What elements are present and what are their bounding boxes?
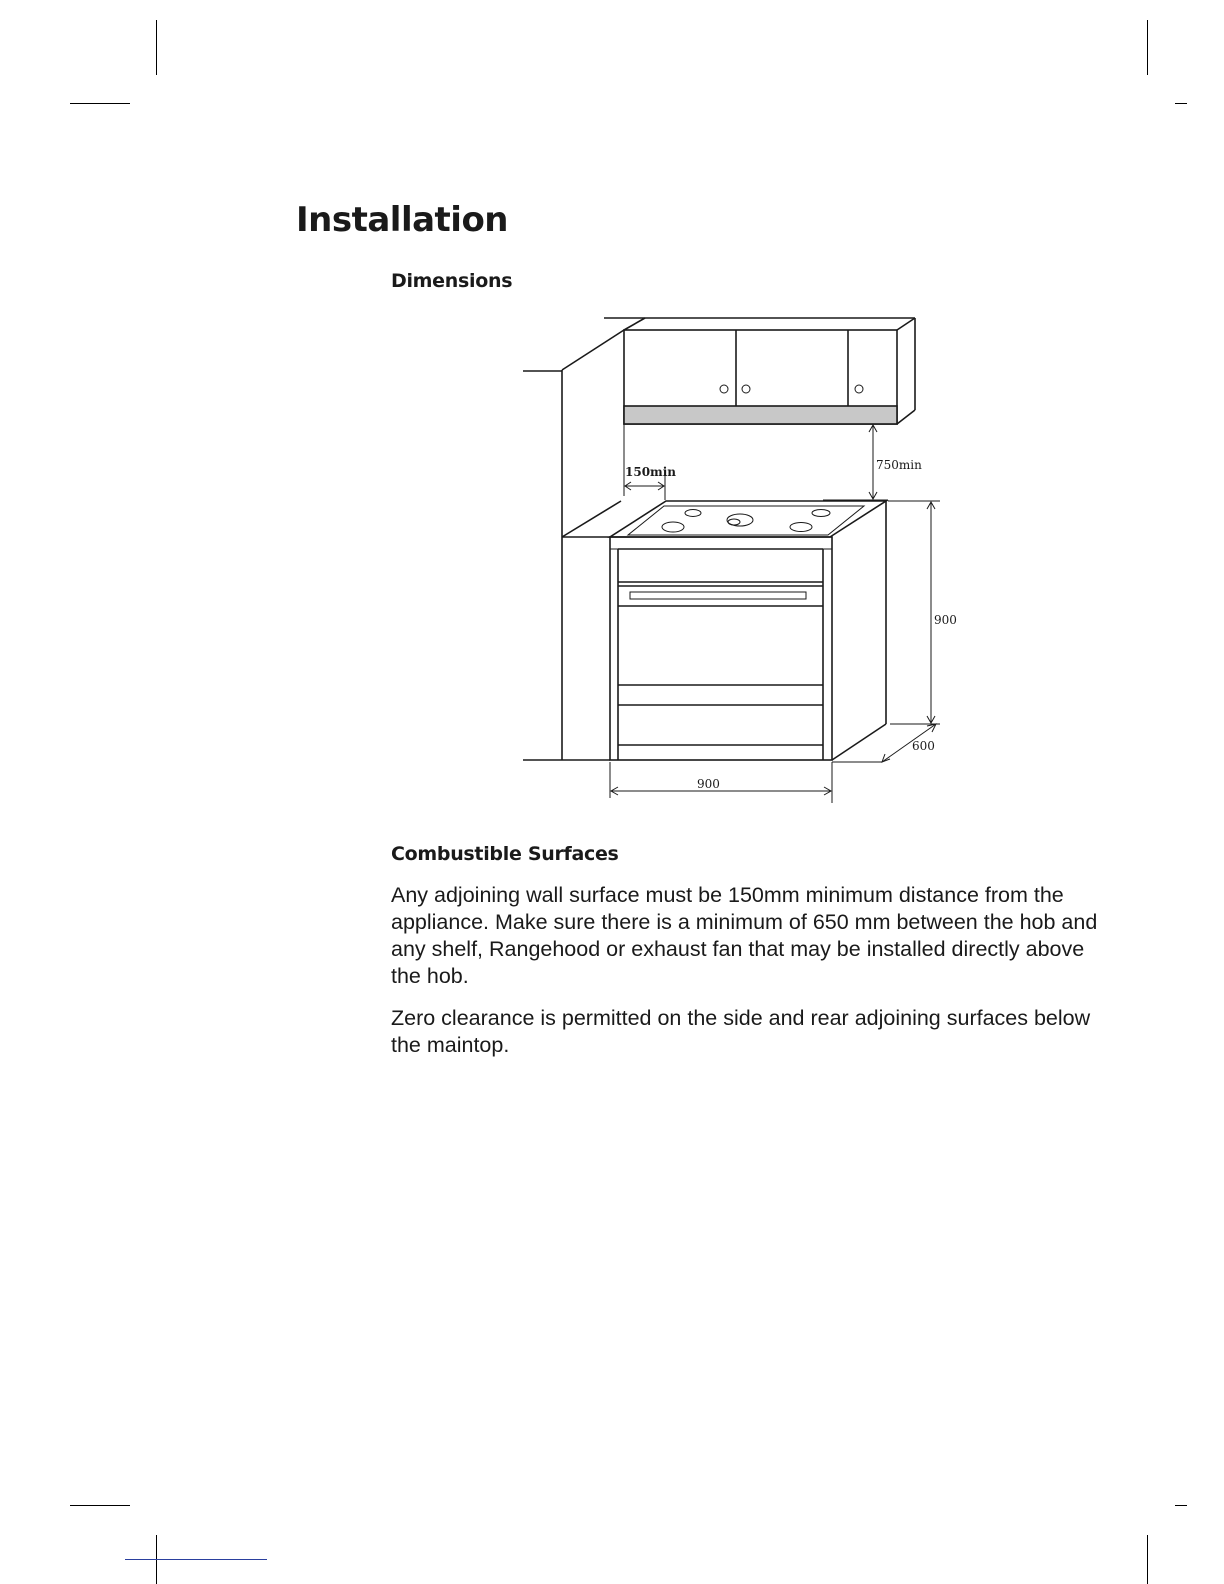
height-dimension — [888, 501, 957, 724]
crop-mark — [1147, 20, 1148, 75]
installation-dimensions-diagram — [500, 300, 960, 810]
combustible-surfaces-heading: Combustible Surfaces — [391, 843, 619, 865]
side-clearance-label: 150min — [625, 465, 677, 479]
cabinet-knob — [720, 385, 728, 393]
burner — [685, 510, 701, 517]
burner — [728, 519, 740, 525]
crop-mark — [70, 103, 130, 104]
cabinet-knob — [855, 385, 863, 393]
crop-mark — [156, 20, 157, 75]
wall-cabinet — [624, 318, 915, 424]
side-clearance-dimension — [624, 424, 676, 500]
burner — [727, 514, 753, 526]
combustible-paragraph: Zero clearance is permitted on the side and rear adjoining surfaces below the maintop. — [391, 1006, 1091, 1057]
dimensions-heading: Dimensions — [391, 270, 513, 292]
page-title: Installation — [296, 200, 509, 240]
wall — [523, 318, 915, 760]
crop-mark — [70, 1505, 130, 1506]
oven-door-handle — [630, 592, 806, 599]
crop-mark — [1175, 1505, 1187, 1506]
burner — [790, 523, 812, 532]
height-label: 900 — [934, 613, 957, 627]
crop-mark — [1175, 103, 1187, 104]
cooker — [562, 501, 886, 760]
crop-mark — [125, 1559, 267, 1560]
width-label: 900 — [697, 777, 720, 791]
hood-clearance-label: 750min — [876, 458, 922, 472]
crop-mark — [1147, 1535, 1148, 1584]
cabinet-knob — [742, 385, 750, 393]
depth-dimension — [832, 724, 936, 762]
hood-clearance-dimension — [823, 425, 922, 500]
width-dimension — [610, 762, 832, 803]
depth-label: 600 — [912, 739, 935, 753]
burner — [812, 510, 830, 517]
combustible-paragraph: Any adjoining wall surface must be 150mm minimum distance from the appliance. Make sure there is a minimum of 650 mm between the hob and any shelf, Rangehood or exhaust fan that may be installed directly above the hob. — [391, 883, 1098, 988]
burner — [662, 522, 684, 532]
